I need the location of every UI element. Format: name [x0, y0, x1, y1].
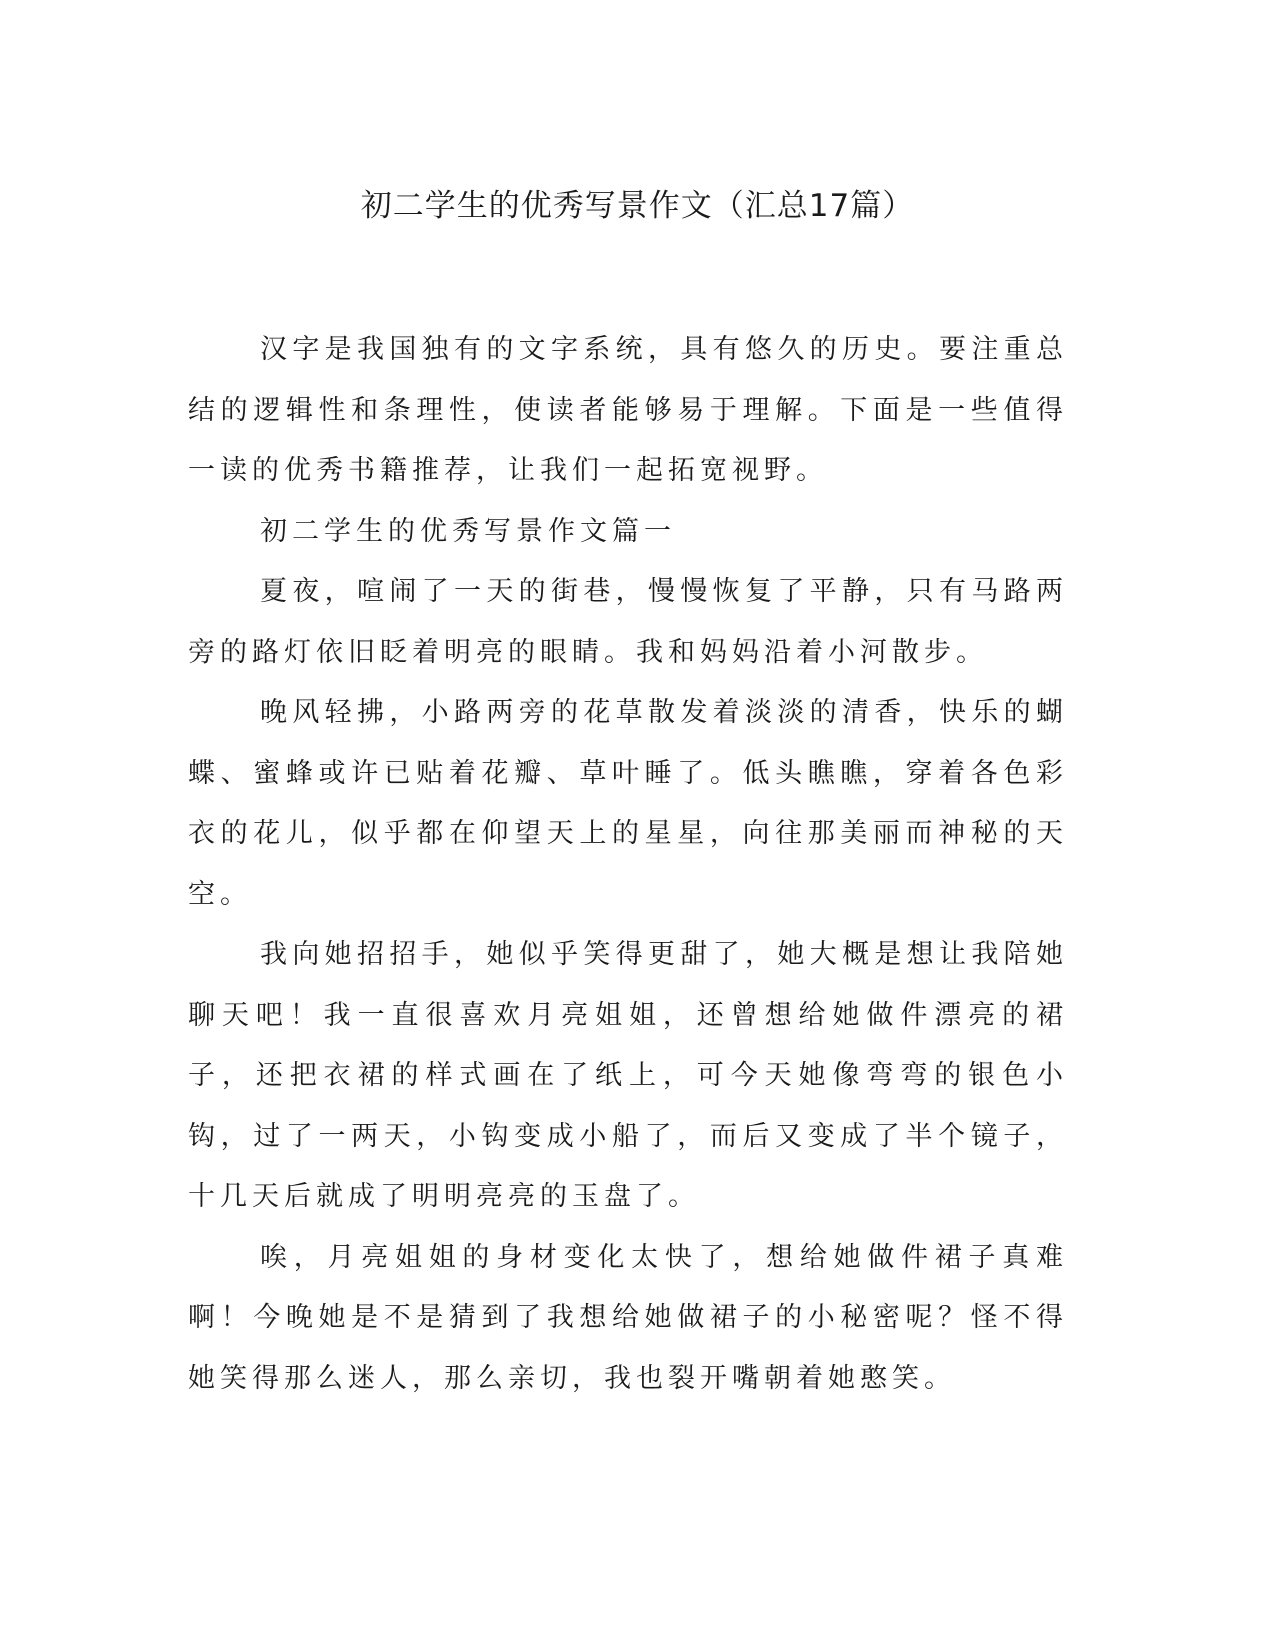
paragraph-intro: 汉字是我国独有的文字系统，具有悠久的历史。要注重总结的逻辑性和条理性，使读者能够易于理解。下面是一些值得一读的优秀书籍推荐，让我们一起拓宽视野。 — [188, 334, 1068, 486]
paragraph: 夏夜，喧闹了一天的街巷，慢慢恢复了平静，只有马路两旁的路灯依旧眨着明亮的眼睛。我和妈妈沿着小河散步。 — [188, 576, 1068, 668]
paragraph: 我向她招招手，她似乎笑得更甜了，她大概是想让我陪她聊天吧！我一直很喜欢月亮姐姐，还曾想给她做件漂亮的裙子，还把衣裙的样式画在了纸上，可今天她像弯弯的银色小钩，过了一两天，小钩变成小船了，而后又变成了半个镜子，十几天后就成了明明亮亮的玉盘了。 — [188, 939, 1068, 1212]
paragraph: 晚风轻拂，小路两旁的花草散发着淡淡的清香，快乐的蝴蝶、蜜蜂或许已贴着花瓣、草叶睡了。低头瞧瞧，穿着各色彩衣的花儿，似乎都在仰望天上的星星，向往那美丽而神秘的天空。 — [188, 697, 1068, 910]
paragraph: 唉，月亮姐姐的身材变化太快了，想给她做件裙子真难啊！今晚她是不是猜到了我想给她做裙子的小秘密呢？怪不得她笑得那么迷人，那么亲切，我也裂开嘴朝着她憨笑。 — [188, 1241, 1068, 1394]
document-title: 初二学生的优秀写景作文（汇总17篇） — [360, 188, 915, 224]
section-heading: 初二学生的优秀写景作文篇一 — [260, 515, 676, 547]
document-body — [188, 320, 1068, 1409]
